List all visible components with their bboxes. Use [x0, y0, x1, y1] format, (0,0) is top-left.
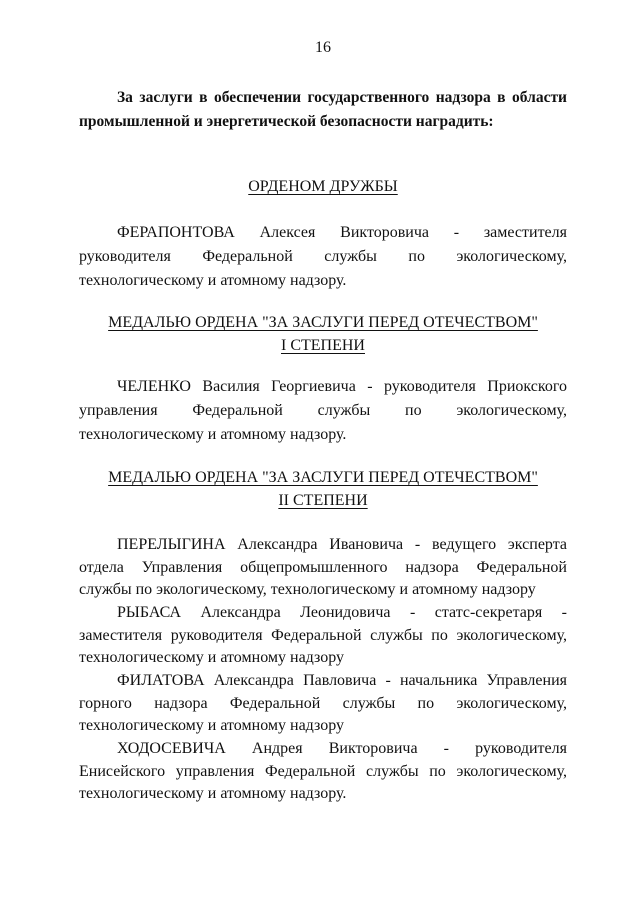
award-entry-rybas: РЫБАСА Александра Леонидовича - статс-секретаря - заместителя руководителя Федеральной службы по экологическому, технологическому и атомному надзору [79, 604, 567, 666]
heading-medal-first-degree-grade: I СТЕПЕНИ [281, 337, 365, 354]
heading-medal-second-degree: МЕДАЛЬЮ ОРДЕНА "ЗА ЗАСЛУГИ ПЕРЕД ОТЕЧЕСТВОМ" [108, 469, 538, 486]
award-entry-ferapontov: ФЕРАПОНТОВА Алексея Викторовича - заместителя руководителя Федеральной службы по экологическому, технологическому и атомному надзору. [79, 224, 567, 289]
page-number: 16 [315, 39, 331, 56]
heading-medal-first-degree: МЕДАЛЬЮ ОРДЕНА "ЗА ЗАСЛУГИ ПЕРЕД ОТЕЧЕСТВОМ" [108, 314, 538, 331]
heading-order-of-friendship: ОРДЕНОМ ДРУЖБЫ [248, 178, 398, 195]
award-intro: За заслуги в обеспечении государственного надзора в области промышленной и энергетической безопасности наградить: [79, 89, 567, 130]
award-entry-perelygin: ПЕРЕЛЫГИНА Александра Ивановича - ведущего эксперта отдела Управления общепромышленного надзора Федеральной службы по экологическому, технологическому и атомному надзору [79, 536, 567, 598]
document-page [79, 0, 567, 905]
award-entry-chelenko: ЧЕЛЕНКО Василия Георгиевича - руководителя Приокского управления Федеральной службы по экологическому, технологическому и атомному надзору. [79, 378, 567, 443]
heading-medal-second-degree-grade: II СТЕПЕНИ [278, 492, 368, 509]
award-entry-khodosevich: ХОДОСЕВИЧА Андрея Викторовича - руководителя Енисейского управления Федеральной службы по экологическому, технологическому и атомному надзору. [79, 740, 567, 802]
award-entry-filatov: ФИЛАТОВА Александра Павловича - начальника Управления горного надзора Федеральной службы по экологическому, технологическому и атомному надзору [79, 672, 567, 734]
